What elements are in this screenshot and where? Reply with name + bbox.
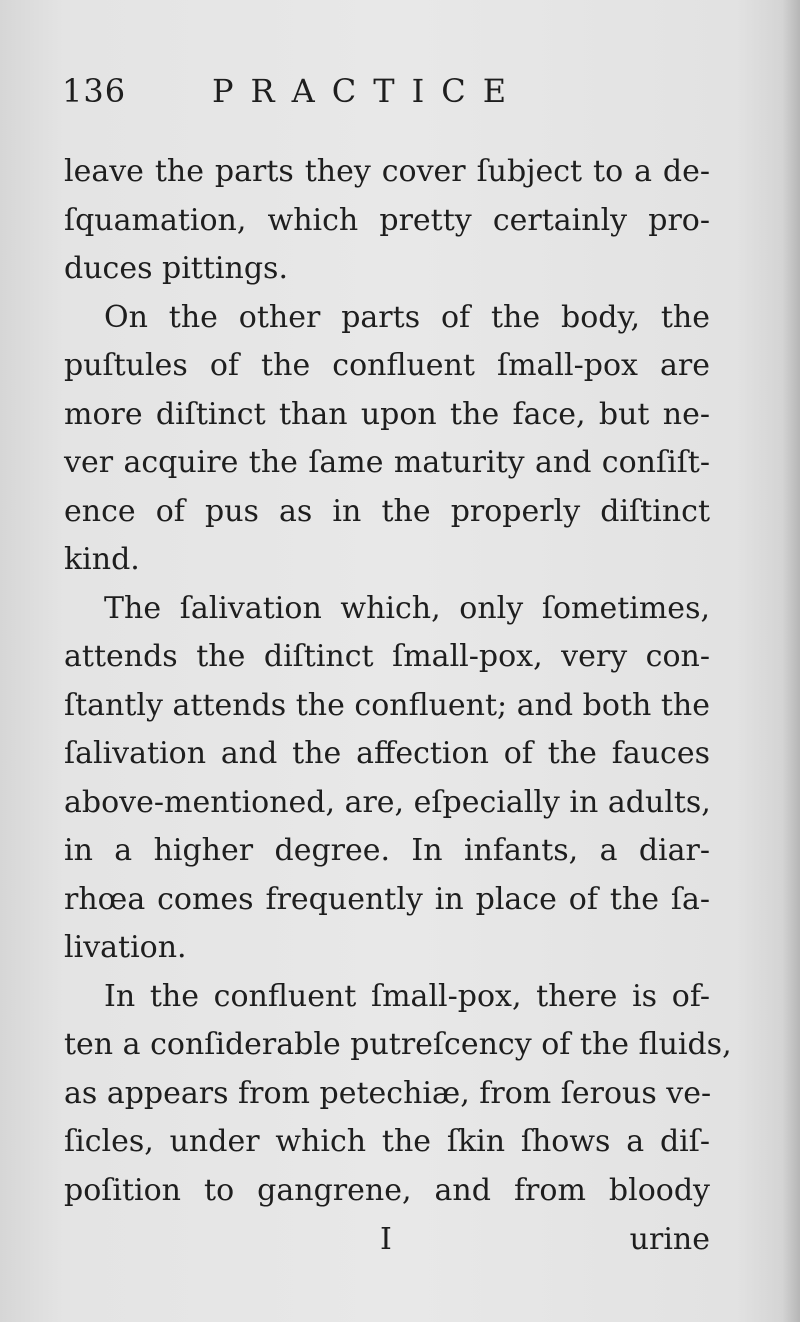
text-line: poſition to gangrene, and from bloody <box>64 1172 710 1208</box>
page-edge-shadow <box>782 0 800 1322</box>
text-line: The ſalivation which, only ſometimes, <box>104 590 710 626</box>
running-head: PRACTICE <box>212 72 524 110</box>
text-line: more diſtinct than upon the face, but ne- <box>64 396 710 432</box>
page-number: 136 <box>62 72 127 110</box>
text-line: livation. <box>64 930 187 965</box>
text-line: in a higher degree. In infants, a diar- <box>64 833 710 868</box>
text-line: as appears from petechiæ, from ſerous ve- <box>64 1075 712 1111</box>
text-line: leave the parts they cover ſubject to a de- <box>64 154 710 189</box>
text-line: ten a conſiderable putreſcency of the fluids, <box>64 1027 732 1062</box>
text-line: ſquamation, which pretty certainly pro- <box>64 202 710 238</box>
body-text <box>64 148 732 1215</box>
text-line: ſalivation and the affection of the fauces <box>64 736 710 771</box>
signature-mark: I <box>380 1222 392 1257</box>
text-line: ver acquire the ſame maturity and conſiſt- <box>64 445 710 480</box>
text-line: On the other parts of the body, the <box>104 299 710 335</box>
catchword: urine <box>629 1222 710 1257</box>
text-line: In the confluent ſmall-pox, there is of- <box>104 978 710 1014</box>
page-header <box>62 72 722 122</box>
text-line: kind. <box>64 542 140 577</box>
text-line: above-mentioned, are, eſpecially in adults, <box>64 784 711 820</box>
text-line: ſtantly attends the confluent; and both the <box>64 687 710 723</box>
text-line: attends the diſtinct ſmall-pox, very con- <box>64 639 710 674</box>
text-line: rhœa comes frequently in place of the ſa- <box>64 881 710 917</box>
text-line: duces pittings. <box>64 251 288 286</box>
text-line: ence of pus as in the properly diſtinct <box>64 493 710 529</box>
page-footer <box>64 1222 710 1272</box>
text-line: puſtules of the confluent ſmall-pox are <box>64 348 710 383</box>
text-line: ſicles, under which the ſkin ſhows a diſ- <box>64 1124 710 1159</box>
